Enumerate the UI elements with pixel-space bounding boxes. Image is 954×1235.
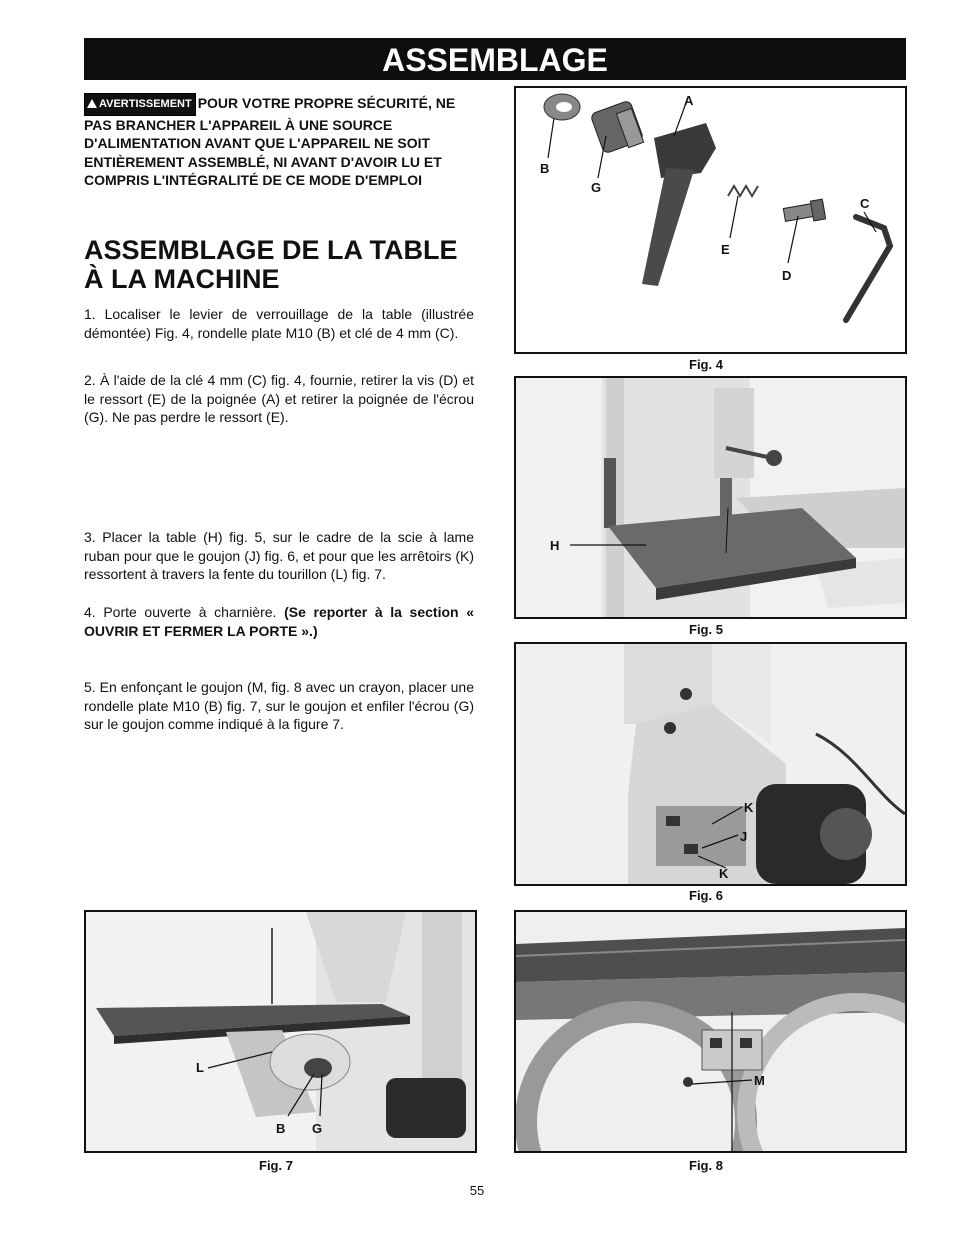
fig7-label-b: B xyxy=(276,1121,286,1136)
figure-4-image xyxy=(516,88,905,352)
fig4-label-a: A xyxy=(684,93,694,108)
fig6-label-j: J xyxy=(740,829,748,844)
fig6-label-k-top: K xyxy=(744,800,754,815)
step-4 xyxy=(84,603,474,640)
figure-6 xyxy=(514,642,907,886)
warning-triangle-icon xyxy=(87,99,97,108)
warning-text: POUR VOTRE PROPRE SÉCURITÉ, NE PAS BRANCHER L'APPAREIL À UNE SOURCE D'ALIMENTATION AVANT QUE L'APPAREIL NE SOIT ENTIÈREMENT ASSEMBLÉ, NI AVANT D'AVOIR LU ET COMPRIS L'INTÉGRALITÉ DE CE MODE D'EMPLOI xyxy=(84,95,456,188)
warning-badge xyxy=(84,93,196,116)
fig5-caption: Fig. 5 xyxy=(689,622,723,637)
figure-7-image xyxy=(86,912,475,1151)
fig4-label-e: E xyxy=(721,242,730,257)
section-title xyxy=(84,236,484,294)
section-title-line1: ASSEMBLAGE DE LA TABLE xyxy=(84,235,458,265)
section-title-line2: À LA MACHINE xyxy=(84,264,280,294)
fig4-label-g: G xyxy=(591,180,602,195)
step-3: 3. Placer la table (H) fig. 5, sur le cadre de la scie à lame ruban pour que le goujon (J) fig. 6, et pour que les arrêtoirs (K) ressortent à travers la fente du tourillon (L) fig. 7. xyxy=(84,529,474,582)
fig6-caption: Fig. 6 xyxy=(689,888,723,903)
figure-8-image xyxy=(516,912,905,1151)
warning-badge-label: AVERTISSEMENT xyxy=(99,98,192,110)
figure-8 xyxy=(514,910,907,1153)
fig7-caption: Fig. 7 xyxy=(259,1158,293,1173)
fig4-label-c: C xyxy=(860,196,870,211)
step-1: 1. Localiser le levier de verrouillage de la table (illustrée démontée) Fig. 4, rondelle plate M10 (B) et clé de 4 mm (C). xyxy=(84,306,474,341)
figure-5 xyxy=(514,376,907,619)
fig4-label-b: B xyxy=(540,161,550,176)
fig8-label-m: M xyxy=(754,1073,765,1088)
fig4-caption: Fig. 4 xyxy=(689,357,723,372)
step-4-reference: (Se reporter à la section « OUVRIR ET FERMER LA PORTE ».) xyxy=(84,604,474,639)
fig7-label-g: G xyxy=(312,1121,323,1136)
figure-5-image xyxy=(516,378,905,617)
page-number: 55 xyxy=(469,1183,485,1198)
fig8-caption: Fig. 8 xyxy=(689,1158,723,1173)
page-title: ASSEMBLAGE xyxy=(382,42,608,78)
warning-block xyxy=(84,93,476,190)
header-bar xyxy=(84,38,906,80)
step-5: 5. En enfonçant le goujon (M, fig. 8 avec un crayon, placer une rondelle plate M10 (B) fig. 7, sur le goujon et enfiler l'écrou (G) sur le goujon comme indiqué à la figure 7. xyxy=(84,679,474,732)
figure-7 xyxy=(84,910,477,1153)
fig5-label-h: H xyxy=(550,538,560,553)
fig4-label-d: D xyxy=(782,268,792,283)
figure-4 xyxy=(514,86,907,354)
step-2: 2. À l'aide de la clé 4 mm (C) fig. 4, fournie, retirer la vis (D) et le ressort (E) de la poignée (A) et retirer la poignée de l'écrou (G). Ne pas perdre le ressort (E). xyxy=(84,372,474,425)
step-4-text: 4. Porte ouverte à charnière. xyxy=(84,604,285,620)
figure-6-image xyxy=(516,644,905,884)
fig7-label-l: L xyxy=(196,1060,204,1075)
fig6-label-k-bottom: K xyxy=(719,866,729,881)
